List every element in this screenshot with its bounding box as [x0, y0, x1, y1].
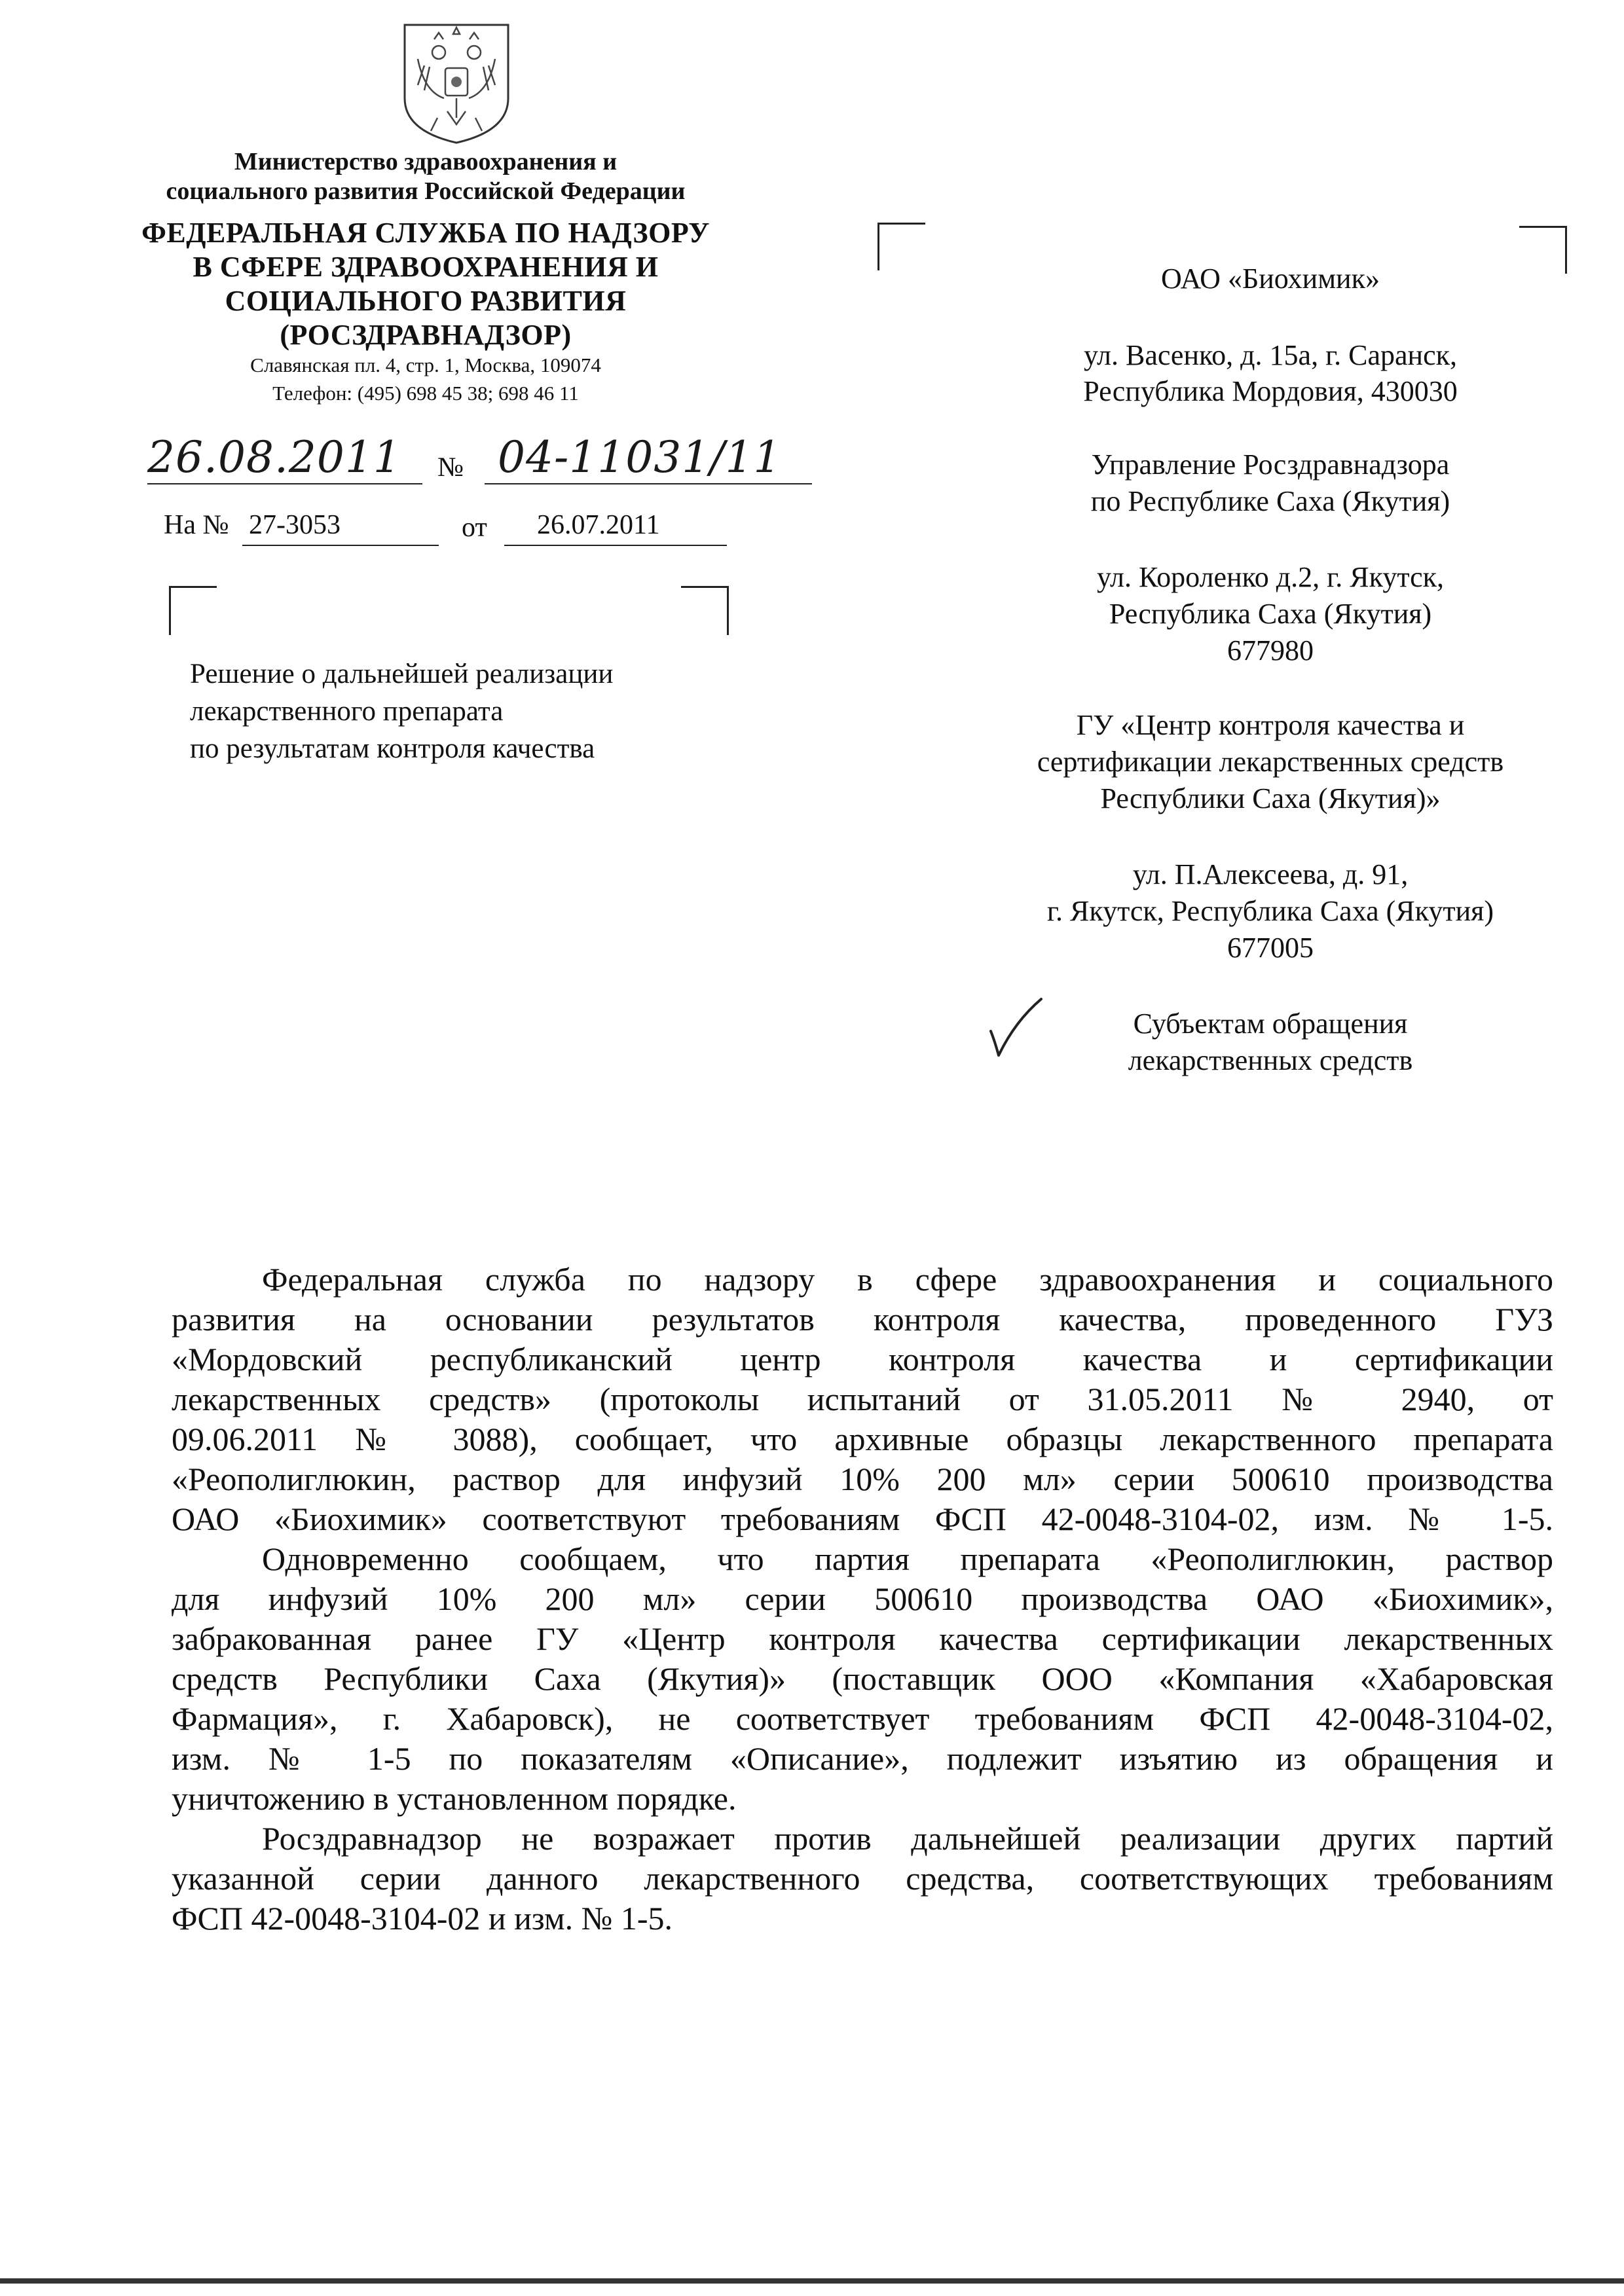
date-underline [147, 483, 422, 484]
from-label: от [462, 513, 487, 543]
body-line-9: для инфузий 10% 200 мл» серии 500610 производства ОАО «Биохимик», [172, 1580, 1553, 1617]
addressee-biokhimik-street: ул. Васенко, д. 15а, г. Саранск, [1083, 339, 1458, 371]
reply-number: 27-3053 [249, 510, 341, 540]
ministry-line-2: социального развития Российской Федерации [166, 177, 686, 205]
addressee-center: ГУ «Центр контроля качества и [1076, 709, 1465, 741]
addressee-biokhimik-region: Республика Мордовия, 430030 [1083, 375, 1458, 407]
service-line-2: В СФЕРЕ ЗДРАВООХРАНЕНИЯ И [193, 251, 659, 283]
reply-date: 26.07.2011 [537, 510, 660, 540]
addressee-subjects: Субъектам обращения [1133, 1008, 1408, 1040]
number-underline [485, 483, 812, 484]
addressee-roszdravnadzor: Управление Росздравнадзора [1091, 448, 1450, 481]
letterhead-address: Славянская пл. 4, стр. 1, Москва, 109074 [250, 354, 601, 376]
subject-line-2: лекарственного препарата [190, 696, 504, 727]
addressee-center-line-3: Республики Саха (Якутия)» [1100, 782, 1441, 814]
addressee-center-street: ул. П.Алексеева, д. 91, [1132, 858, 1409, 890]
body-line-13: изм. № 1-5 по показателям «Описание», подлежит изъятию из обращения и [172, 1740, 1553, 1777]
subject-bracket-left [169, 586, 217, 635]
coat-of-arms-icon [398, 20, 515, 145]
number-label: № [437, 452, 464, 483]
body-line-4: лекарственных средств» (протоколы испытаний от 31.05.2011 № 2940, от [172, 1381, 1553, 1417]
ministry-line-1: Министерство здравоохранения и [234, 148, 618, 175]
body-line-2: развития на основании результатов контроля качества, проведенного ГУЗ [172, 1301, 1553, 1338]
addressee-subjects-line-2: лекарственных средств [1128, 1044, 1413, 1076]
body-line-1: Федеральная служба по надзору в сфере здравоохранения и социального [262, 1261, 1553, 1298]
service-line-4: (РОСЗДРАВНАДЗОР) [280, 319, 572, 351]
service-line-1: ФЕДЕРАЛЬНАЯ СЛУЖБА ПО НАДЗОРУ [141, 217, 710, 249]
body-line-10: забракованная ранее ГУ «Центр контроля качества сертификации лекарственных [172, 1620, 1553, 1657]
registration-date: 26.08.2011 [147, 432, 401, 483]
letterhead-phone: Телефон: (495) 698 45 38; 698 46 11 [272, 382, 579, 405]
registration-number: 04-11031/11 [498, 432, 782, 483]
subject-line-1: Решение о дальнейшей реализации [190, 659, 614, 689]
bottom-rule [0, 2278, 1624, 2284]
body-line-12: Фармация», г. Хабаровск), не соответствует требованиям ФСП 42-0048-3104-02, [172, 1700, 1553, 1737]
addressee-center-city: г. Якутск, Республика Саха (Якутия) [1046, 895, 1494, 927]
reply-number-underline [242, 545, 439, 546]
service-line-3: СОЦИАЛЬНОГО РАЗВИТИЯ [225, 285, 627, 317]
addressee-biokhimik: ОАО «Биохимик» [1161, 263, 1380, 295]
body-line-5: 09.06.2011 № 3088), сообщает, что архивные образцы лекарственного препарата [172, 1421, 1553, 1457]
addressee-roszdravnadzor-region: по Республике Саха (Якутия) [1090, 485, 1450, 517]
body-line-3: «Мордовский республиканский центр контроля качества и сертификации [172, 1341, 1553, 1377]
reply-date-underline [504, 545, 727, 546]
body-line-15: Росздравнадзор не возражает против дальнейшей реализации других партий [262, 1820, 1553, 1857]
subject-bracket-right [681, 586, 729, 635]
body-line-11: средств Республики Саха (Якутия)» (поставщик ООО «Компания «Хабаровская [172, 1660, 1553, 1697]
subject-line-3: по результатам контроля качества [190, 733, 595, 764]
addressee-center-line-2: сертификации лекарственных средств [1037, 746, 1504, 778]
body-line-8: Одновременно сообщаем, что партия препарата «Реополиглюкин, раствор [262, 1540, 1553, 1577]
addressee-roszdravnadzor-republic: Республика Саха (Якутия) [1109, 598, 1432, 630]
addressee-roszdravnadzor-zip: 677980 [1227, 634, 1314, 666]
addressee-roszdravnadzor-street: ул. Короленко д.2, г. Якутск, [1096, 561, 1445, 593]
reply-label: На № [164, 510, 229, 540]
body-line-16: указанной серии данного лекарственного средства, соответствующих требованиям [172, 1860, 1553, 1897]
addressee-center-zip: 677005 [1227, 932, 1314, 964]
body-line-6: «Реополиглюкин, раствор для инфузий 10% 200 мл» серии 500610 производства [172, 1461, 1553, 1497]
body-line-17: ФСП 42-0048-3104-02 и изм. № 1-5. [172, 1900, 673, 1937]
body-line-7: ОАО «Биохимик» соответствуют требованиям ФСП 42-0048-3104-02, изм. № 1-5. [172, 1501, 1553, 1537]
body-line-14: уничтожению в установленном порядке. [172, 1780, 737, 1817]
